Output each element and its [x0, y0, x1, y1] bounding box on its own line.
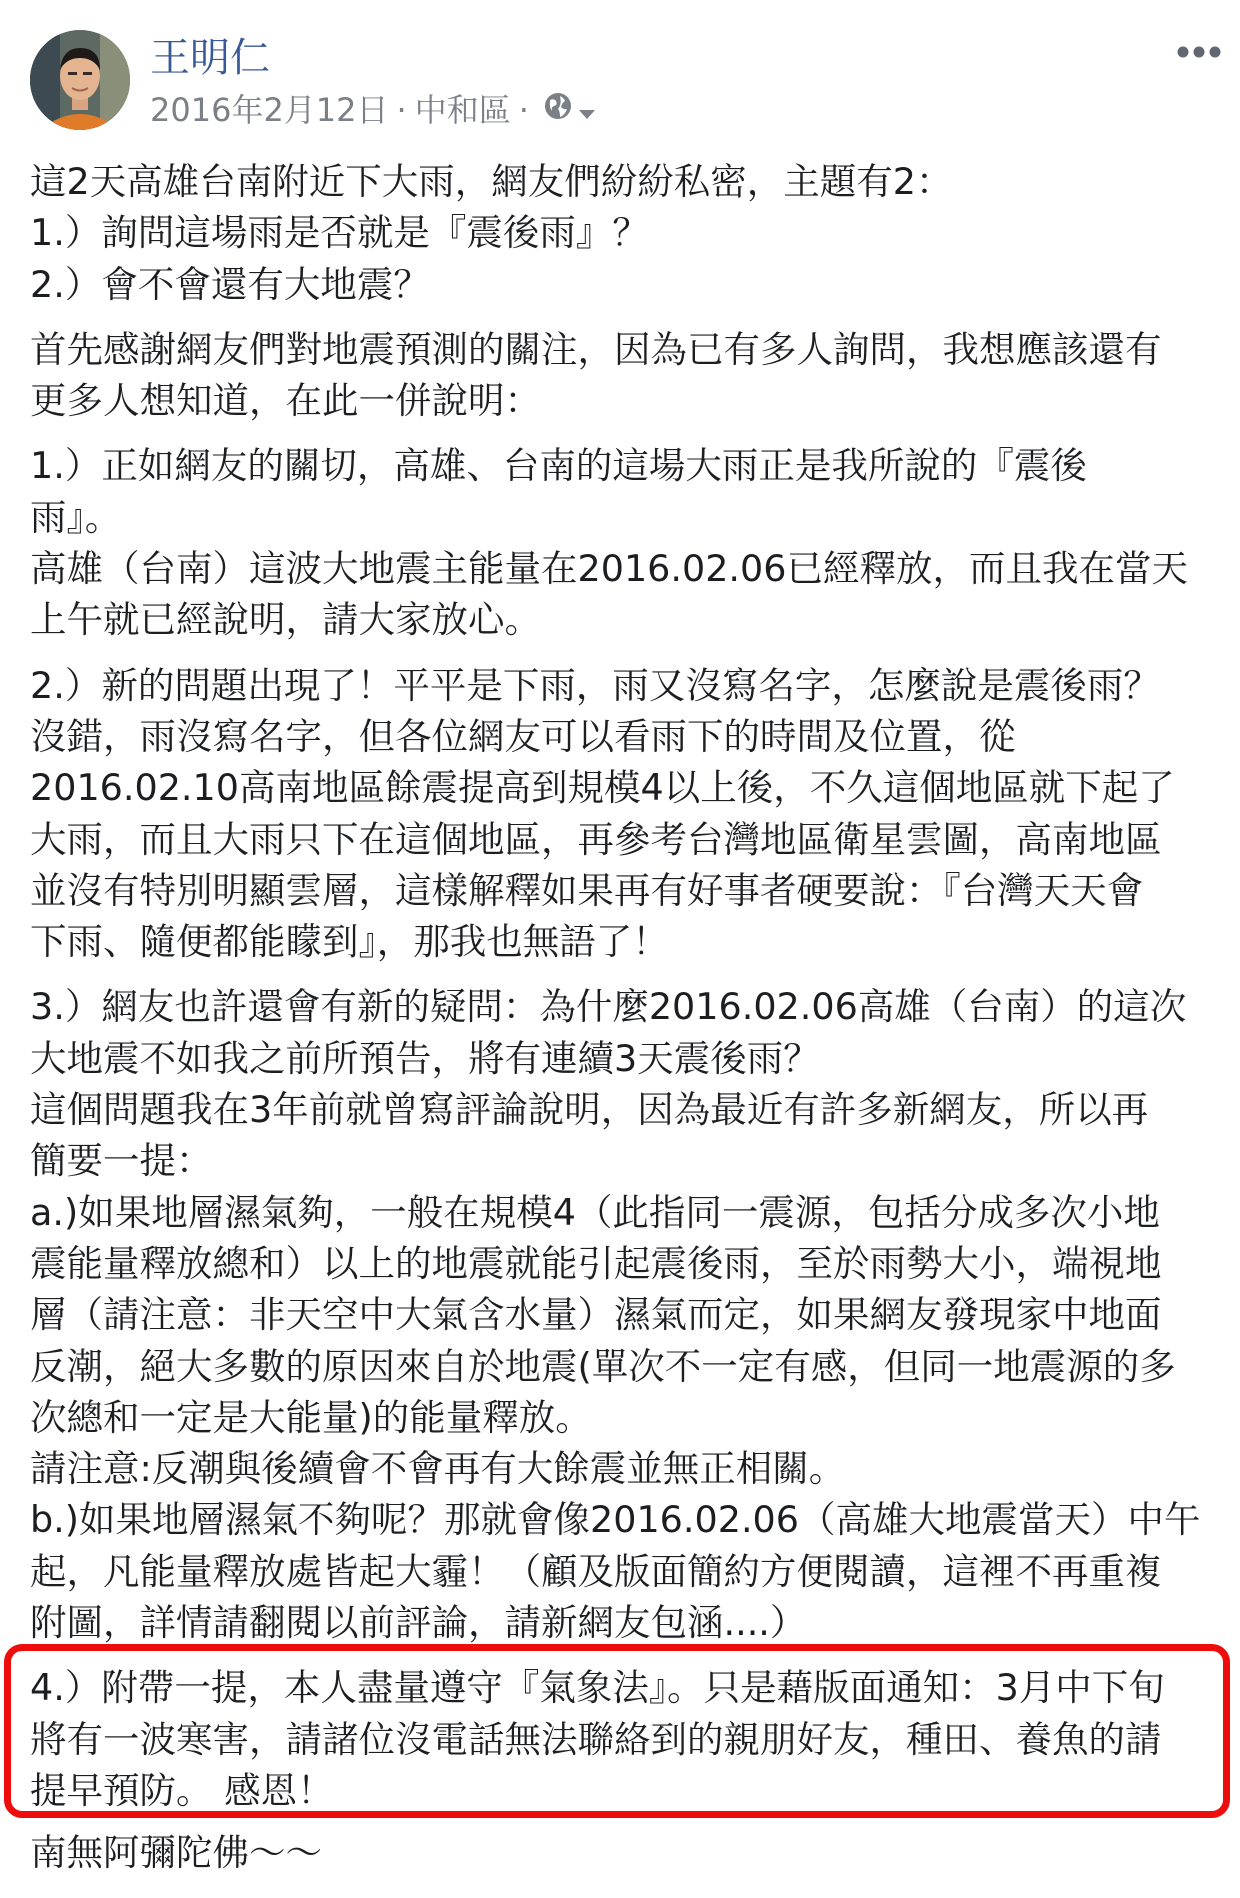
text-line: 上午就已經說明，請大家放心。 [30, 598, 541, 642]
text-line: 高雄（台南）這波大地震主能量在2016.02.06已經釋放，而且我在當天 [30, 547, 1188, 591]
text-line: 反潮，絕大多數的原因來自於地震(單次不一定有感，但同一地震源的多 [30, 1344, 1176, 1388]
text-line: 4.）附帶一提，本人盡量遵守『氣象法』。只是藉版面通知：3月中下旬 [30, 1666, 1165, 1710]
post-date[interactable]: 2016年2月12日 [150, 91, 389, 129]
text-line: 1.）正如網友的關切，高雄、台南的這場大雨正是我所說的『震後 [30, 444, 1087, 488]
text-line: 2016.02.10高南地區餘震提高到規模4以上後，不久這個地區就下起了 [30, 766, 1175, 810]
text-line: 3.）網友也許還會有新的疑問：為什麼2016.02.06高雄（台南）的這次 [30, 985, 1187, 1029]
text-line: 簡要一提： [30, 1139, 213, 1183]
paragraph [30, 660, 1215, 968]
text-line: 震能量釋放總和）以上的地震就能引起震後雨，至於雨勢大小，端視地 [30, 1241, 1162, 1285]
text-line: 附圖，詳情請翻閱以前評論，請新網友包涵....） [30, 1601, 807, 1645]
closing-line: 南無阿彌陀佛～～ [30, 1831, 322, 1874]
meta-separator: · [396, 91, 407, 129]
avatar-photo [30, 30, 130, 130]
text-line: 大地震不如我之前所預告，將有連續3天震後雨？ [30, 1036, 820, 1080]
author-name[interactable]: 王明仁 [150, 35, 270, 81]
text-line: 這2天高雄台南附近下大雨，網友們紛紛私密，主題有2： [30, 160, 953, 203]
more-options-icon[interactable] [1176, 40, 1222, 64]
text-line: 並沒有特別明顯雲層，這樣解釋如果再有好事者硬要說：『台灣天天會 [30, 868, 1144, 912]
paragraph [30, 324, 1215, 427]
post-meta [150, 90, 597, 130]
post-body [30, 156, 1215, 1830]
meta-separator: · [518, 91, 529, 129]
paragraph [30, 440, 1215, 645]
caret-down-icon[interactable] [577, 90, 597, 130]
intro-paragraph [30, 156, 1215, 310]
text-line: 1.）詢問這場雨是否就是『震後雨』？ [30, 211, 649, 255]
text-line: 雨』。 [30, 495, 122, 539]
text-line: 將有一波寒害，請諸位沒電話無法聯絡到的親朋好友，種田、養魚的請 [30, 1717, 1162, 1761]
author-avatar[interactable] [30, 30, 130, 130]
red-highlight-annotation [4, 1644, 1230, 1818]
text-line: 2.）新的問題出現了！平平是下雨，雨又沒寫名字，怎麼說是震後雨？ [30, 663, 1160, 707]
text-line: 次總和一定是大能量)的能量釋放。 [30, 1395, 592, 1439]
text-line: 提早預防。 感恩！ [30, 1768, 334, 1812]
text-line: 沒錯，雨沒寫名字，但各位網友可以看雨下的時間及位置，從 [30, 714, 1016, 758]
text-line: a.)如果地層濕氣夠，一般在規模4（此指同一震源，包括分成多次小地 [30, 1190, 1160, 1234]
text-line: 這個問題我在3年前就曾寫評論說明，因為最近有許多新網友，所以再 [30, 1088, 1149, 1132]
text-line: b.)如果地層濕氣不夠呢？那就會像2016.02.06（高雄大地震當天）中午 [30, 1498, 1201, 1542]
text-line: 起，凡能量釋放處皆起大霾！（顧及版面簡約方便閱讀，這裡不再重複 [30, 1549, 1162, 1593]
text-line: 大雨，而且大雨只下在這個地區，再參考台灣地區衛星雲圖，高南地區 [30, 817, 1162, 861]
post-location[interactable]: 中和區 [414, 91, 511, 129]
text-line: 下雨、隨便都能矇到』，那我也無語了！ [30, 920, 669, 964]
text-line: 更多人想知道，在此一併說明： [30, 379, 541, 423]
text-line: 首先感謝網友們對地震預測的關注，因為已有多人詢問，我想應該還有 [30, 327, 1162, 371]
text-line: 2.）會不會還有大地震？ [30, 262, 430, 306]
text-line: 層（請注意：非天空中大氣含水量）濕氣而定，如果網友發現家中地面 [30, 1293, 1162, 1337]
text-line: 請注意:反潮與後續會不會再有大餘震並無正相關。 [30, 1447, 846, 1491]
paragraph [30, 981, 1215, 1648]
globe-icon[interactable] [543, 90, 573, 130]
